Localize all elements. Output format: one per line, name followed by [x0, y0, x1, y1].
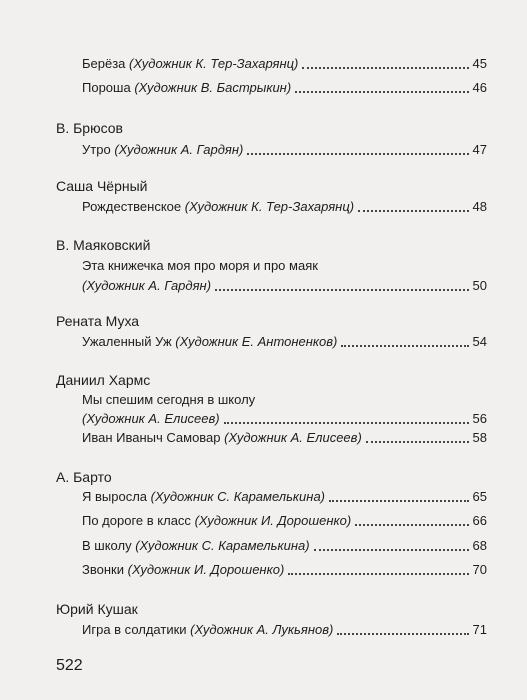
author-heading-bryusov: В. Брюсов [56, 120, 123, 136]
entry-illustrator: (Художник А. Гардян) [82, 278, 212, 293]
entry-page-number: 54 [472, 334, 487, 349]
toc-entry-rozhdestvenskoe[interactable] [82, 199, 487, 215]
dot-leader [247, 153, 468, 155]
dot-leader [366, 441, 469, 443]
dot-leader [341, 345, 468, 347]
dot-leader [288, 573, 468, 575]
entry-page-number: 65 [472, 489, 487, 504]
entry-page-number: 47 [472, 142, 487, 157]
dot-leader [355, 524, 468, 526]
entry-page-number: 45 [472, 56, 487, 71]
entry-illustrator: (Художник К. Тер-Захарянц) [184, 199, 355, 214]
toc-entry-uzh[interactable] [82, 334, 487, 350]
entry-illustrator: (Художник А. Гардян) [114, 142, 244, 157]
dot-leader [358, 210, 468, 212]
author-heading-kushak: Юрий Кушак [56, 601, 138, 617]
dot-leader [224, 422, 469, 424]
entry-title: Утро [82, 142, 111, 157]
dot-leader [337, 633, 468, 635]
entry-page-number: 70 [472, 562, 487, 577]
entry-title: Берёза [82, 56, 126, 71]
entry-page-number: 66 [472, 513, 487, 528]
entry-title: Пороша [82, 80, 131, 95]
author-heading-cherny: Саша Чёрный [56, 178, 148, 194]
entry-illustrator: (Художник А. Лукьянов) [190, 622, 334, 637]
entry-page-number: 58 [472, 430, 487, 445]
dot-leader [215, 289, 469, 291]
author-heading-kharms: Даниил Хармс [56, 372, 151, 388]
entry-title: По дороге в класс [82, 513, 191, 528]
entry-title: Мы спешим сегодня в школу [82, 392, 256, 407]
entry-illustrator: (Художник А. Елисеев) [82, 411, 220, 426]
entry-illustrator: (Художник И. Дорошенко) [194, 513, 352, 528]
toc-entry-vyrosla[interactable] [82, 489, 487, 505]
toc-entry-bereza[interactable] [82, 56, 487, 72]
entry-page-number: 46 [472, 80, 487, 95]
author-heading-mukha: Рената Муха [56, 313, 140, 329]
entry-illustrator: (Художник Е. Антоненков) [175, 334, 338, 349]
toc-entry-porosha[interactable] [82, 80, 487, 96]
entry-page-number: 48 [472, 199, 487, 214]
page-number: 522 [56, 657, 83, 674]
toc-entry-vshkolu[interactable] [82, 538, 487, 554]
entry-title: Эта книжечка моя про моря и про маяк [82, 258, 318, 273]
author-heading-mayakovsky: В. Маяковский [56, 237, 151, 253]
toc-entry-samovar[interactable] [82, 430, 487, 446]
toc-entry-shkola[interactable] [82, 392, 487, 427]
entry-illustrator: (Художник В. Бастрыкин) [134, 80, 292, 95]
entry-page-number: 71 [472, 622, 487, 637]
entry-title: В школу [82, 538, 132, 553]
toc-entry-utro[interactable] [82, 142, 487, 158]
entry-illustrator: (Художник С. Карамелькина) [135, 538, 310, 553]
entry-illustrator: (Художник С. Карамелькина) [150, 489, 326, 504]
dot-leader [329, 500, 469, 502]
author-heading-barto: А. Барто [56, 469, 112, 485]
entry-title: Я выросла [82, 489, 148, 504]
entry-page-number: 56 [472, 411, 487, 426]
entry-title: Звонки [82, 562, 124, 577]
entry-title: Ужаленный Уж [82, 334, 172, 349]
dot-leader [295, 91, 468, 93]
entry-illustrator: (Художник А. Елисеев) [224, 430, 362, 445]
entry-page-number: 68 [472, 538, 487, 553]
toc-entry-klass[interactable] [82, 513, 487, 529]
dot-leader [302, 67, 468, 69]
toc-entry-zvonki[interactable] [82, 562, 487, 578]
entry-illustrator: (Художник К. Тер-Захарянц) [129, 56, 299, 71]
entry-title: Иван Иваныч Самовар [82, 430, 221, 445]
entry-illustrator: (Художник И. Дорошенко) [127, 562, 285, 577]
entry-title: Игра в солдатики [82, 622, 187, 637]
entry-page-number: 50 [472, 278, 487, 293]
entry-title: Рождественское [82, 199, 182, 214]
toc-entry-knizhechka[interactable] [82, 258, 487, 294]
toc-entry-soldatiki[interactable] [82, 622, 487, 638]
dot-leader [314, 549, 469, 551]
